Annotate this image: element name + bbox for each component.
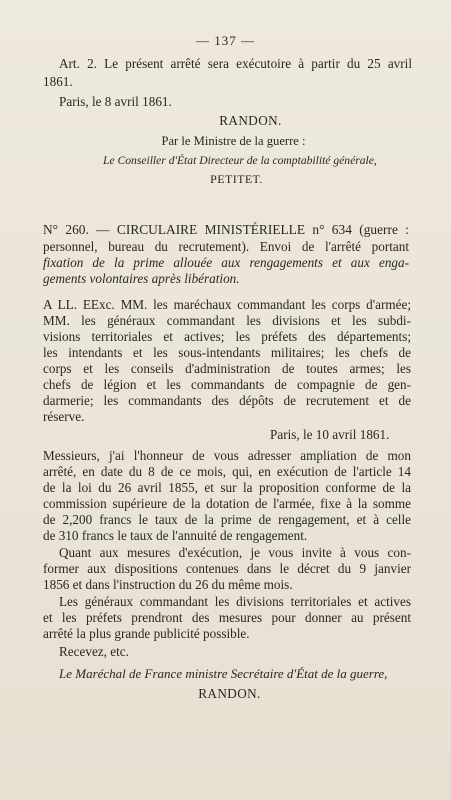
address-line-5: corps et les conseils d'administration de toutes armes; les (43, 361, 411, 376)
address-line-6: chefs de légion et les commandants de compagnie de gen- (43, 377, 411, 392)
body-line-13: Recevez, etc. (59, 644, 129, 659)
article-line-2: 1861. (43, 74, 73, 89)
body-line-5: de 2,200 francs le taux de la prime de rengagement, et à celle (43, 512, 411, 527)
closing-title: Le Maréchal de France ministre Secrétaire d'État de la guerre, (59, 666, 388, 681)
address-line-1: A LL. EExc. MM. les maréchaux commandant les corps d'armée; (43, 297, 411, 312)
address-line-8: réserve. (43, 409, 85, 424)
countersign-title: Le Conseiller d'État Directeur de la comptabilité générale, (103, 154, 377, 167)
article-place-date: Paris, le 8 avril 1861. (59, 94, 172, 109)
address-line-4: les intendants et les sous-intendants militaires; les chefs de (43, 345, 411, 360)
body-line-2: arrêté, en date du 8 de ce mois, qui, en exécution de l'article 14 (43, 464, 411, 479)
address-line-3: visions territoriales et actives; les préfets des départements; (43, 329, 411, 344)
circular-date: Paris, le 10 avril 1861. (270, 427, 390, 442)
body-line-9: 1856 et dans l'instruction du 26 du même mois. (43, 577, 293, 592)
body-line-3: de la loi du 26 avril 1855, et sur la proposition conforme de la (43, 480, 411, 495)
countersign-name: PETITET. (210, 172, 263, 186)
body-line-11: et les préfets prendront des mesures pour donner au présent (43, 610, 411, 625)
body-line-12: arrêté la plus grande publicité possible. (43, 626, 250, 641)
article-line-1: Art. 2. Le présent arrêté sera exécutoire à partir du 25 avril (59, 56, 412, 71)
body-line-4: commission supérieure de la dotation de l'armée, fixe à la somme (43, 496, 411, 511)
address-line-7: darmerie; les commandants des dépôts de recrutement et de (43, 393, 411, 408)
body-line-7: Quant aux mesures d'exécution, je vous invite à vous con- (59, 545, 411, 560)
body-line-10: Les généraux commandant les divisions territoriales et actives (59, 594, 411, 609)
circular-heading-line-4: gements volontaires après libération. (43, 271, 240, 286)
closing-name: RANDON. (198, 686, 261, 701)
circular-heading-line-2: personnel, bureau du recrutement). Envoi de l'arrêté portant (43, 239, 409, 254)
countersign-by-line: Par le Ministre de la guerre : (161, 134, 306, 148)
circular-heading-line-3: fixation de la prime allouée aux rengagements et aux enga- (43, 255, 409, 270)
address-line-2: MM. les généraux commandant les divisions et les subdi- (43, 313, 411, 328)
body-line-1: Messieurs, j'ai l'honneur de vous adresser ampliation de mon (43, 448, 411, 463)
body-line-8: former aux dispositions contenues dans le décret du 9 janvier (43, 561, 411, 576)
circular-heading-line-1: N° 260. — CIRCULAIRE MINISTÉRIELLE n° 634 (guerre : (43, 222, 409, 237)
body-line-6: de 310 francs le taux de l'annuité de rengagement. (43, 528, 308, 543)
page-number: — 137 — (196, 33, 255, 48)
article-signer: RANDON. (219, 113, 282, 128)
